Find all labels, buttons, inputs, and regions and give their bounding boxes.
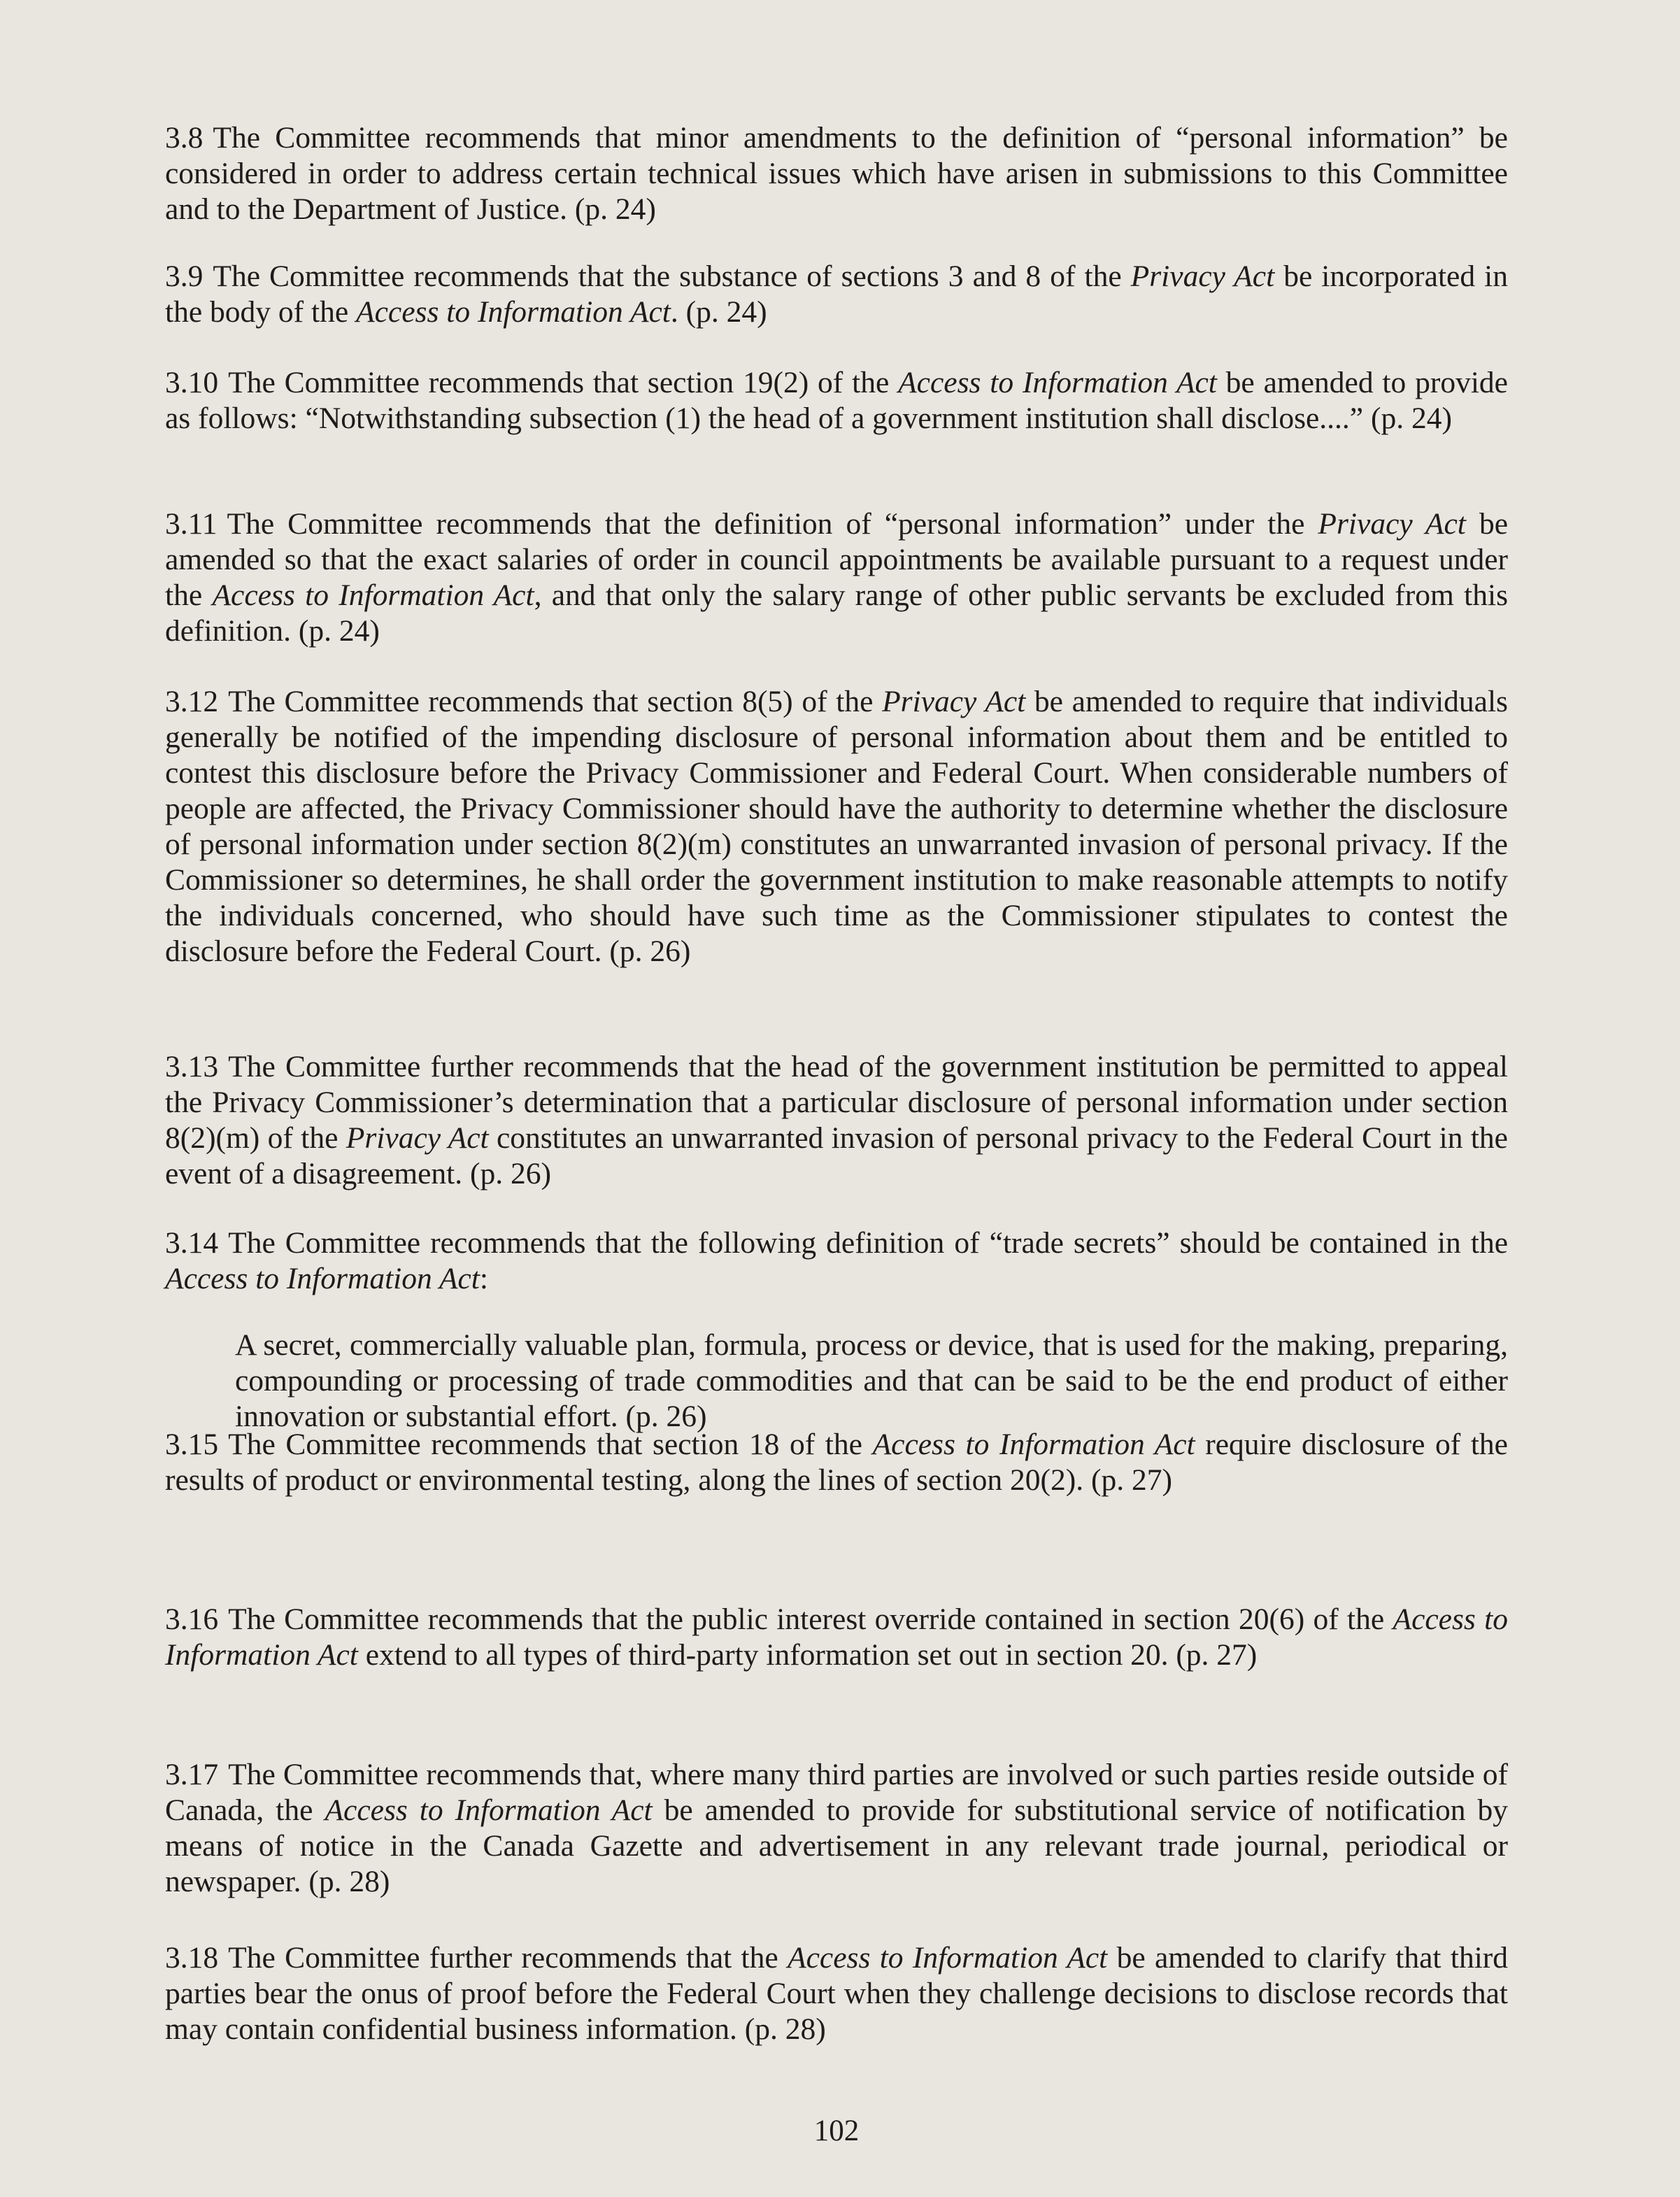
recommendation-text: The Committee recommends that section 19(2) of the (228, 366, 899, 399)
act-title: Privacy Act (882, 685, 1026, 718)
recommendation-number: 3.16 (165, 1602, 219, 1636)
recommendation-text: be amended so that the exact salaries of order in council appointments be available pursuant to a request under the (165, 507, 1509, 612)
act-title: Access to Information Act (212, 578, 534, 612)
act-title: Access to Information Act (356, 295, 671, 329)
page-number: 102 (813, 2114, 860, 2147)
recommendation-number: 3.18 (165, 1941, 219, 1975)
act-title: Access to Information Act (872, 1428, 1195, 1461)
recommendation-number: 3.9 (165, 259, 204, 293)
recommendation-3-10 (165, 365, 1508, 436)
recommendation-3-11 (165, 506, 1508, 649)
act-title: Access to Information Act (165, 1602, 1508, 1672)
recommendation-number: 3.11 (165, 507, 218, 541)
recommendation-3-9 (165, 259, 1508, 330)
recommendation-number: 3.17 (165, 1758, 219, 1791)
recommendation-text: be amended to require that individuals generally be notified of the impending disclosure of personal information about them and be entitled to contest this disclosure before the Privacy Commissioner and Federal Court. When considerable numbers of people are affected, the Privacy Commissioner should have the authority to determine whether the disclosure of personal information under section 8(2)(m) constitutes an unwarranted invasion of personal privacy. If the Commissioner so determines, he shall order the government institution to make reasonable attempts to notify the individuals concerned, who should have such time as the Commissioner stipulates to contest the disclosure before the Federal Court. (p. 26) (165, 685, 1508, 968)
recommendation-text: The Committee recommends that the public interest override contained in section 20(6) of the (228, 1602, 1393, 1636)
recommendation-text: extend to all types of third-party information set out in section 20. (p. 27) (357, 1638, 1258, 1672)
recommendation-text: The Committee recommends that section 18 of the (228, 1428, 873, 1461)
recommendation-text: be amended to provide as follows: “Notwithstanding subsection (1) the head of a government institution shall disclose....” (p. 24) (165, 366, 1508, 435)
act-title: Access to Information Act (325, 1793, 653, 1827)
recommendation-text: The Committee further recommends that the (228, 1941, 788, 1975)
recommendation-text: The Committee recommends that section 8(5) of the (228, 685, 883, 718)
recommendation-text: The Committee recommends that the substance of sections 3 and 8 of the (213, 259, 1131, 293)
recommendation-3-18 (165, 1940, 1508, 2047)
recommendation-text: constitutes an unwarranted invasion of personal privacy to the Federal Court in the event of a disagreement. (p. 26) (165, 1121, 1508, 1190)
recommendation-3-8 (165, 120, 1508, 227)
recommendation-text: be amended to clarify that third parties bear the onus of proof before the Federal Court when they challenge decisions to disclose records that may contain confidential business information. (p. 28) (165, 1941, 1509, 2046)
act-title: Privacy Act (1130, 259, 1275, 293)
recommendation-text: The Committee recommends that, where many third parties are involved or such parties reside outside of Canada, the (165, 1758, 1508, 1827)
trade-secrets-definition: A secret, commercially valuable plan, formula, process or device, that is used for the making, preparing, compounding or processing of trade commodities and that can be said to be the end product of either innovation or substantial effort. (p. 26) (235, 1328, 1508, 1433)
recommendation-text: : (479, 1262, 488, 1295)
recommendation-3-17 (165, 1757, 1508, 1900)
act-title: Privacy Act (346, 1121, 489, 1155)
recommendation-3-15 (165, 1427, 1508, 1498)
recommendation-text: The Committee recommends that the definition of “personal information” under the (227, 507, 1318, 541)
recommendation-text: be amended to provide for substitutional service of notification by means of notice in the Canada Gazette and advertisement in any relevant trade journal, periodical or newspaper. (p. 28) (165, 1793, 1508, 1898)
recommendation-3-12 (165, 684, 1508, 969)
recommendation-3-13 (165, 1049, 1508, 1192)
recommendation-text: be incorporated in the body of the (165, 259, 1508, 329)
act-title: Access to Information Act (898, 366, 1217, 399)
recommendation-number: 3.13 (165, 1050, 219, 1083)
recommendation-number: 3.15 (165, 1428, 219, 1461)
recommendation-text: The Committee further recommends that the head of the government institution be permitted to appeal the Privacy Commissioner’s determination that a particular disclosure of personal information under section 8(2)(m) of the (165, 1050, 1508, 1155)
recommendation-text: , and that only the salary range of other public servants be excluded from this definition. (p. 24) (165, 578, 1508, 648)
recommendation-text: The Committee recommends that the following definition of “trade secrets” should be contained in the (228, 1226, 1508, 1260)
recommendation-number: 3.14 (165, 1226, 219, 1260)
recommendation-text: . (p. 24) (670, 295, 767, 329)
recommendation-3-14 (165, 1225, 1508, 1297)
act-title: Access to Information Act (165, 1262, 480, 1295)
act-title: Access to Information Act (788, 1941, 1108, 1975)
act-title: Privacy Act (1318, 507, 1466, 541)
recommendation-text: require disclosure of the results of product or environmental testing, along the lines of section 20(2). (p. 27) (165, 1428, 1508, 1497)
recommendation-3-16 (165, 1602, 1508, 1673)
recommendation-text: The Committee recommends that minor amendments to the definition of “personal information” be considered in order to address certain technical issues which have arisen in submissions to this Committee and to the Department of Justice. (p. 24) (165, 121, 1508, 226)
recommendation-number: 3.12 (165, 685, 219, 718)
recommendation-number: 3.10 (165, 366, 219, 399)
recommendation-number: 3.8 (165, 121, 204, 155)
